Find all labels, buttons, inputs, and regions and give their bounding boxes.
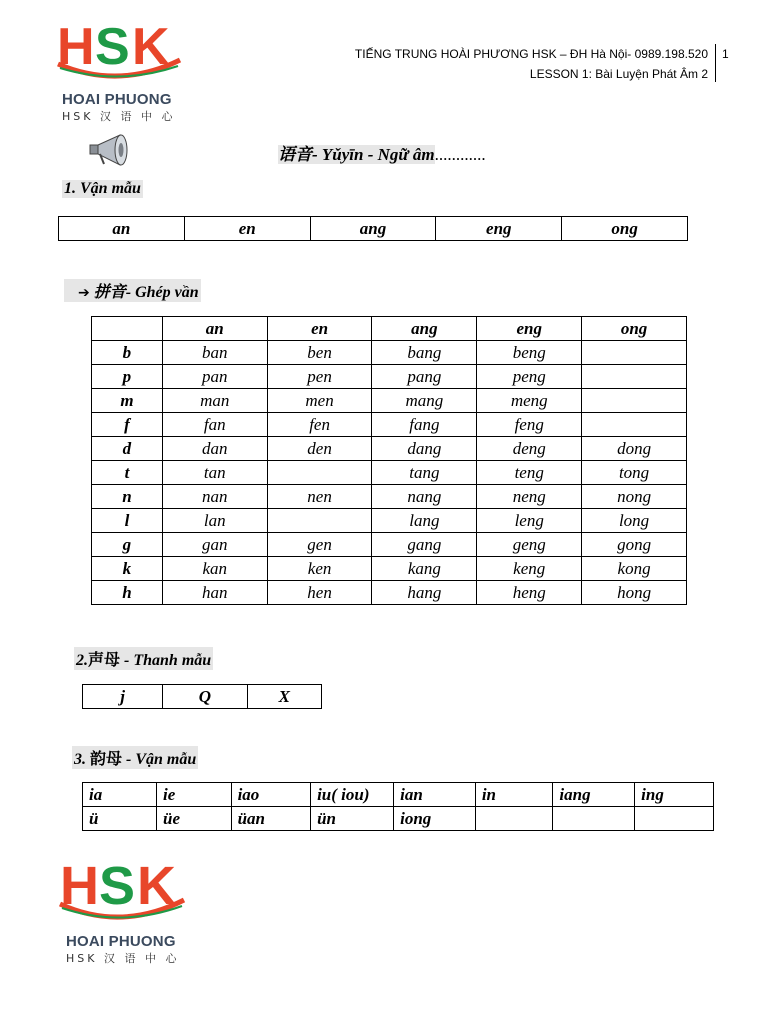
hsk-logo-mark [54, 12, 184, 84]
table-row [92, 413, 687, 437]
syllable-cell [582, 389, 687, 413]
section2-num: 2. [76, 652, 88, 669]
table-row [92, 485, 687, 509]
initial-cell: m [92, 389, 163, 413]
section2-cn: 声母 [88, 650, 121, 669]
column-header [92, 317, 163, 341]
syllable-cell: mang [372, 389, 477, 413]
initial-cell: h [92, 581, 163, 605]
table-row [83, 685, 322, 709]
final-cell: iong [394, 807, 476, 831]
megaphone-icon [88, 132, 134, 168]
syllable-cell: long [582, 509, 687, 533]
combine-heading-text: 拼音- Ghép vần [93, 284, 199, 301]
syllable-cell [582, 341, 687, 365]
initial-cell: l [92, 509, 163, 533]
syllable-cell: nang [372, 485, 477, 509]
syllable-cell [267, 509, 372, 533]
header-lesson-line: LESSON 1: Bài Luyện Phát Âm 2 [529, 67, 708, 81]
syllable-cell: heng [477, 581, 582, 605]
syllable-cell: neng [477, 485, 582, 509]
svg-text:S: S [99, 856, 136, 916]
final-cell: ing [635, 783, 714, 807]
arrow-icon: ➔ [78, 285, 90, 301]
column-header: an [162, 317, 267, 341]
final-cell: iao [231, 783, 310, 807]
syllable-cell: hen [267, 581, 372, 605]
section2-heading [74, 647, 213, 670]
syllable-cell: peng [477, 365, 582, 389]
final-cell: iang [553, 783, 635, 807]
final-cell: ian [394, 783, 476, 807]
syllable-cell: gong [582, 533, 687, 557]
final-cell: en [184, 217, 310, 241]
page-number: 1 [722, 47, 729, 61]
syllable-cell: hong [582, 581, 687, 605]
logo-name: HOAI PHUONG [66, 933, 176, 950]
section3-num: 3. [74, 751, 90, 768]
final-cell: ang [310, 217, 436, 241]
syllable-cell: gang [372, 533, 477, 557]
initial-cell: f [92, 413, 163, 437]
syllable-cell: han [162, 581, 267, 605]
final-cell [635, 807, 714, 831]
syllable-cell: beng [477, 341, 582, 365]
syllable-cell [267, 461, 372, 485]
initial-cell: t [92, 461, 163, 485]
table-row [92, 341, 687, 365]
syllable-cell: den [267, 437, 372, 461]
syllable-cell: leng [477, 509, 582, 533]
syllable-cell: pan [162, 365, 267, 389]
final-cell [553, 807, 635, 831]
syllable-cell: lang [372, 509, 477, 533]
final-cell: ong [562, 217, 688, 241]
column-header: eng [477, 317, 582, 341]
syllable-cell: nen [267, 485, 372, 509]
page-title-dots: ............ [434, 145, 486, 164]
vowel-finals-table [82, 782, 714, 831]
initial-cell: b [92, 341, 163, 365]
section3-cn: 韵母 [90, 749, 123, 768]
logo-subtitle: HSK 汉 语 中 心 [66, 952, 180, 965]
column-header: en [267, 317, 372, 341]
table-row [83, 807, 714, 831]
finals-table [58, 216, 688, 241]
combine-heading [64, 279, 201, 302]
syllable-cell: dan [162, 437, 267, 461]
syllable-cell: fen [267, 413, 372, 437]
syllable-cell: tan [162, 461, 267, 485]
page-title-main: 语音- Yǔyīn - Ngữ âm [278, 145, 435, 164]
final-cell: ün [311, 807, 394, 831]
hsk-logo-mark [56, 848, 186, 928]
logo-top [54, 12, 184, 124]
syllable-cell [582, 365, 687, 389]
syllable-cell: keng [477, 557, 582, 581]
syllable-cell: nan [162, 485, 267, 509]
final-cell: üan [231, 807, 310, 831]
column-header: ong [582, 317, 687, 341]
svg-text:H: H [60, 856, 99, 916]
initial-cell: X [247, 685, 321, 709]
table-row [92, 533, 687, 557]
syllable-cell: dong [582, 437, 687, 461]
syllable-cell: kang [372, 557, 477, 581]
syllable-cell: hang [372, 581, 477, 605]
header-contact-line: TIẾNG TRUNG HOÀI PHƯƠNG HSK – ĐH Hà Nội- 0989.198.520 [354, 47, 708, 61]
section3-heading [72, 746, 198, 769]
svg-text:K: K [132, 18, 170, 76]
table-row [92, 509, 687, 533]
syllable-cell: gan [162, 533, 267, 557]
syllable-cell: fan [162, 413, 267, 437]
syllable-cell: man [162, 389, 267, 413]
syllable-cell: bang [372, 341, 477, 365]
initial-cell: j [83, 685, 163, 709]
logo-name: HOAI PHUONG [62, 91, 172, 108]
table-row [92, 461, 687, 485]
table-row [59, 217, 688, 241]
final-cell: üe [157, 807, 232, 831]
syllable-cell: ban [162, 341, 267, 365]
syllable-cell: nong [582, 485, 687, 509]
syllable-cell: feng [477, 413, 582, 437]
table-row [83, 783, 714, 807]
syllable-cell: pang [372, 365, 477, 389]
column-header: ang [372, 317, 477, 341]
syllable-cell: pen [267, 365, 372, 389]
initial-cell: k [92, 557, 163, 581]
table-row [92, 437, 687, 461]
final-cell: in [475, 783, 553, 807]
table-header-row [92, 317, 687, 341]
initials-table [82, 684, 322, 709]
table-row [92, 557, 687, 581]
final-cell: ü [83, 807, 157, 831]
syllable-cell: men [267, 389, 372, 413]
logo-subtitle: HSK 汉 语 中 心 [62, 110, 176, 123]
initial-cell: p [92, 365, 163, 389]
syllable-cell: deng [477, 437, 582, 461]
syllable-cell: kan [162, 557, 267, 581]
logo-bottom [56, 848, 186, 966]
svg-text:K: K [137, 856, 176, 916]
syllable-cell: dang [372, 437, 477, 461]
initial-cell: g [92, 533, 163, 557]
syllable-cell: tang [372, 461, 477, 485]
syllable-cell: ben [267, 341, 372, 365]
initial-cell: Q [163, 685, 247, 709]
syllable-cell: fang [372, 413, 477, 437]
syllable-cell: kong [582, 557, 687, 581]
syllable-cell [582, 413, 687, 437]
syllable-cell: meng [477, 389, 582, 413]
final-cell: eng [436, 217, 562, 241]
combination-table [91, 316, 687, 605]
syllable-cell: tong [582, 461, 687, 485]
section3-vi: - Vận mẫu [122, 751, 197, 768]
table-row [92, 365, 687, 389]
initial-cell: n [92, 485, 163, 509]
final-cell [475, 807, 553, 831]
final-cell: ie [157, 783, 232, 807]
final-cell: iu( iou) [311, 783, 394, 807]
final-cell: an [59, 217, 185, 241]
syllable-cell: lan [162, 509, 267, 533]
svg-text:S: S [95, 18, 130, 76]
page-title [278, 140, 486, 165]
table-row [92, 581, 687, 605]
syllable-cell: ken [267, 557, 372, 581]
section2-vi: - Thanh mẫu [120, 652, 212, 669]
header-divider [715, 44, 716, 82]
syllable-cell: teng [477, 461, 582, 485]
syllable-cell: geng [477, 533, 582, 557]
initial-cell: d [92, 437, 163, 461]
table-row [92, 389, 687, 413]
svg-text:H: H [57, 18, 95, 76]
section1-heading: 1. Vận mẫu [64, 180, 141, 197]
syllable-cell: gen [267, 533, 372, 557]
final-cell: ia [83, 783, 157, 807]
